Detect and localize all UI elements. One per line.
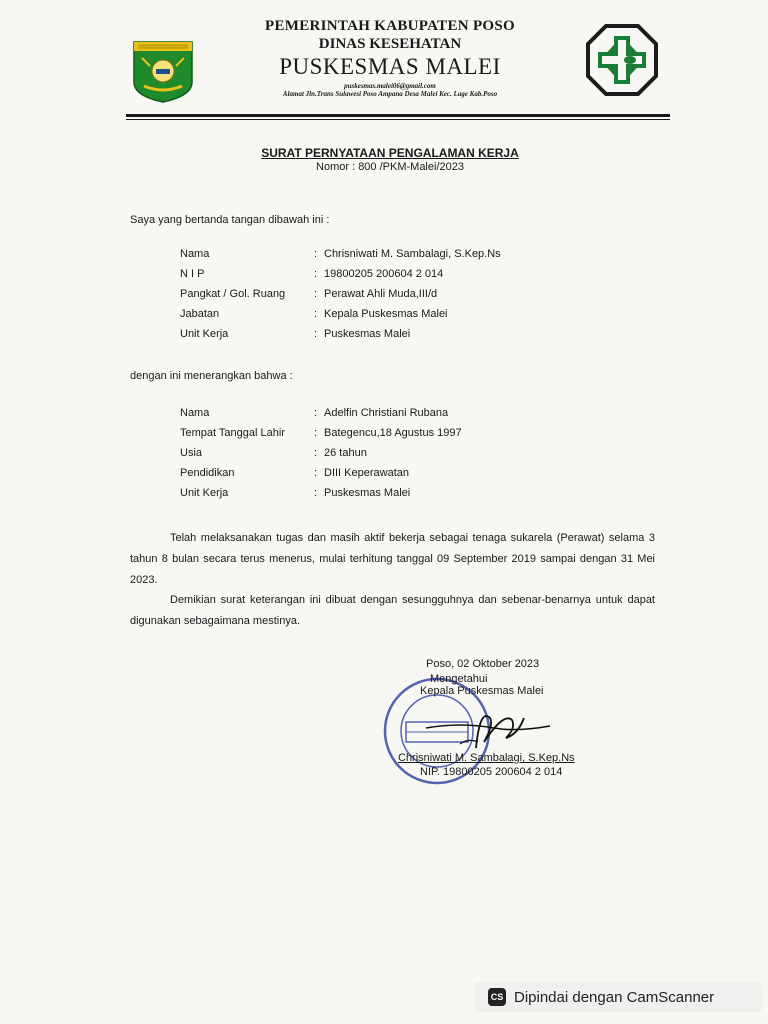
subject-label: Nama xyxy=(180,407,210,419)
colon: : xyxy=(314,467,318,479)
subject-value: DIII Keperawatan xyxy=(324,467,409,479)
colon: : xyxy=(314,268,318,280)
body-paragraph-closing: Demikian surat keterangan ini dibuat dengan sesungguhnya dan sebenar-benarnya untuk dapat digunakan sebagaimana mestinya. xyxy=(130,594,655,627)
letterhead xyxy=(200,18,580,98)
signer-value: Chrisniwati M. Sambalagi, S.Kep.Ns xyxy=(324,248,501,260)
letterhead-department: DINAS KESEHATAN xyxy=(318,36,462,52)
signature-nip: NIP. 19800205 200604 2 014 xyxy=(420,766,563,778)
letter-number: Nomor : 800 /PKM-Malei/2023 xyxy=(316,161,464,173)
colon: : xyxy=(314,288,318,300)
body-paragraph-service: Telah melaksanakan tugas dan masih aktif bekerja sebagai tenaga sukarela (Perawat) selama 3 tahun 8 bulan secara terus menerus, mulai terhitung tanggal 09 September 2019 sampai dengan 31 Mei 2023. xyxy=(130,532,655,586)
signer-value: Kepala Puskesmas Malei xyxy=(324,308,448,320)
subject-label: Tempat Tanggal Lahir xyxy=(180,427,285,439)
intro-signer: Saya yang bertanda tangan dibawah ini : xyxy=(130,214,330,226)
subject-value: 26 tahun xyxy=(324,447,367,459)
signer-label: Jabatan xyxy=(180,308,220,320)
subject-row xyxy=(180,407,600,427)
colon: : xyxy=(314,447,318,459)
colon: : xyxy=(314,487,318,499)
subject-value: Puskesmas Malei xyxy=(324,487,411,499)
subject-value: Adelfin Christiani Rubana xyxy=(324,407,449,419)
kabupaten-poso-logo xyxy=(132,38,194,104)
intro-subject: dengan ini menerangkan bahwa : xyxy=(130,370,293,382)
subject-row xyxy=(180,467,600,487)
signature-acknowledge: Mengetahui xyxy=(430,673,488,685)
handwritten-signature xyxy=(420,698,560,758)
signature-place-date: Poso, 02 Oktober 2023 xyxy=(426,658,540,670)
signer-row xyxy=(180,328,600,348)
colon: : xyxy=(314,407,318,419)
colon: : xyxy=(314,427,318,439)
signer-value: Perawat Ahli Muda,III/d xyxy=(324,288,438,300)
letterhead-email: puskesmas.malei06@gmail.com xyxy=(344,82,436,90)
camscanner-icon: CS xyxy=(488,988,506,1006)
subject-label: Usia xyxy=(180,447,203,459)
subject-row xyxy=(180,427,600,447)
signer-row xyxy=(180,268,600,288)
letterhead-government: PEMERINTAH KABUPATEN POSO xyxy=(264,18,515,34)
camscanner-text: Dipindai dengan CamScanner xyxy=(514,988,715,1006)
signer-label: Nama xyxy=(180,248,210,260)
signer-row xyxy=(180,288,600,308)
letterhead-address: Alamat Jln.Trans Sulawesi Poso Ampana Desa Malei Kec. Lage Kab.Poso xyxy=(282,90,498,98)
colon: : xyxy=(314,328,318,340)
letterhead-rule-thick xyxy=(126,114,670,117)
signer-value: 19800205 200604 2 014 xyxy=(324,268,444,280)
colon: : xyxy=(314,248,318,260)
letter-title: SURAT PERNYATAAN PENGALAMAN KERJA xyxy=(261,146,519,160)
signer-label: N I P xyxy=(180,268,205,280)
subject-label: Pendidikan xyxy=(180,467,235,479)
subject-label: Unit Kerja xyxy=(180,487,229,499)
signature-role: Kepala Puskesmas Malei xyxy=(420,685,544,697)
signer-row xyxy=(180,308,600,328)
signature-name: Chrisniwati M. Sambalagi, S.Kep.Ns xyxy=(398,752,575,764)
camscanner-watermark xyxy=(474,982,762,1012)
signer-value: Puskesmas Malei xyxy=(324,328,411,340)
colon: : xyxy=(314,308,318,320)
signer-row xyxy=(180,248,600,268)
subject-value: Bategencu,18 Agustus 1997 xyxy=(324,427,462,439)
signer-label: Pangkat / Gol. Ruang xyxy=(180,288,286,300)
subject-row xyxy=(180,487,600,507)
signer-label: Unit Kerja xyxy=(180,328,229,340)
subject-row xyxy=(180,447,600,467)
letterhead-rule-thin xyxy=(126,119,670,120)
puskesmas-logo xyxy=(584,22,660,98)
letterhead-institution: PUSKESMAS MALEI xyxy=(279,54,501,79)
